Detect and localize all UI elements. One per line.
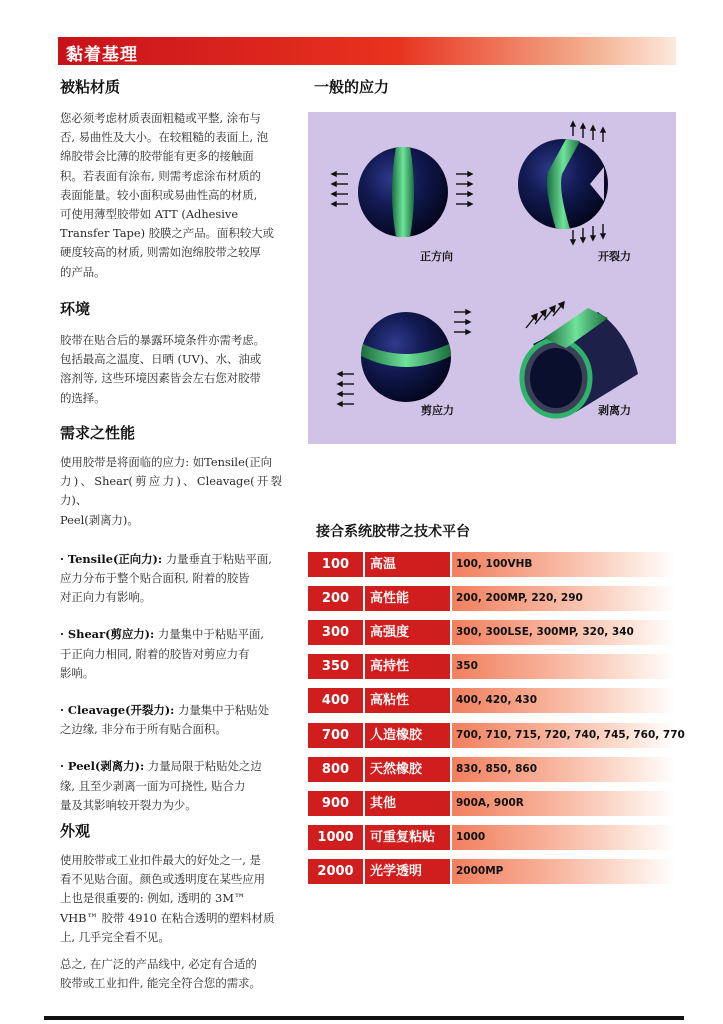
arrow-left-icon — [332, 172, 348, 206]
series-code: 100 — [308, 552, 363, 577]
text-line: 的产品。 — [60, 264, 106, 279]
appearance-section — [60, 820, 274, 993]
substrate-paragraph — [60, 109, 274, 282]
bullet-label: · Peel(剥离力): — [60, 759, 145, 774]
text-line: VHB™ 胶带 4910 在粘合透明的塑料材质 — [60, 910, 275, 925]
text-line: 硬度较高的材质, 则需如泡绵胶带之较厚 — [60, 245, 261, 260]
shear-diagram — [338, 310, 470, 406]
text-line: 影响。 — [60, 665, 95, 680]
series-products: 700, 710, 715, 720, 740, 745, 760, 770 — [452, 723, 676, 748]
tensile-caption: 正方向 — [420, 250, 453, 263]
arrow-left-icon — [338, 372, 354, 406]
series-name: 高温 — [365, 552, 450, 577]
series-products: 900A, 900R — [452, 791, 676, 816]
text-line: 力量集中于粘贴平面, — [157, 627, 264, 642]
environment-paragraph — [60, 331, 265, 408]
series-name: 高持性 — [365, 654, 450, 679]
shear-bullet — [60, 625, 282, 683]
series-name: 天然橡胶 — [365, 757, 450, 782]
text-line: 表面能量。较小面积或易曲性高的材质, — [60, 187, 258, 202]
bullet-label: · Cleavage(开裂力): — [60, 703, 175, 718]
text-line: 力量局限于粘贴处之边 — [147, 759, 262, 774]
environment-heading: 环境 — [60, 300, 91, 318]
series-code: 700 — [308, 723, 363, 748]
text-line: 力量集中于粘贴处 — [177, 703, 270, 718]
text-line: 的选择。 — [60, 390, 106, 405]
text-line: 您必须考虑材质表面粗糙或平整, 涂布与 — [60, 111, 261, 125]
platform-heading: 接合系统胶带之技术平台 — [316, 524, 470, 540]
series-name: 可重复粘贴 — [365, 825, 450, 850]
series-products: 300, 300LSE, 300MP, 320, 340 — [452, 620, 676, 645]
shear-caption: 剪应力 — [421, 404, 454, 417]
cleavage-diagram — [518, 122, 608, 244]
table-row — [308, 586, 676, 611]
performance-intro — [60, 453, 282, 530]
table-row — [308, 723, 685, 748]
performance-heading: 需求之性能 — [60, 424, 136, 442]
series-products: 400, 420, 430 — [452, 688, 676, 713]
bullet-label: · Tensile(正向力): — [60, 551, 163, 566]
table-row — [308, 620, 676, 645]
tensile-bullet — [60, 550, 282, 608]
stress-heading: 一般的应力 — [314, 78, 390, 96]
table-row — [308, 791, 676, 816]
bottom-rule — [44, 1016, 684, 1020]
series-code: 200 — [308, 586, 363, 611]
text-line: 使用胶带或工业扣件最大的好处之一, 是 — [60, 853, 261, 867]
appearance-paragraph — [60, 851, 274, 947]
series-name: 高强度 — [365, 620, 450, 645]
arrow-up-right-icon — [526, 302, 564, 328]
text-line: 上, 几乎完全看不见。 — [60, 929, 170, 944]
stress-illustration-panel — [308, 112, 676, 444]
appearance-heading: 外观 — [60, 822, 91, 840]
text-line: 否, 易曲性及大小。在较粗糙的表面上, 泡 — [60, 130, 269, 145]
text-line: 胶带在贴合后的暴露环境条件亦需考虑。 — [60, 333, 266, 347]
text-line: 积。若表面有涂布, 则需考虑涂布材质的 — [60, 168, 261, 183]
table-row — [308, 552, 676, 577]
series-products: 1000 — [452, 825, 676, 850]
arrow-right-icon — [456, 172, 472, 206]
series-name: 光学透明 — [365, 859, 450, 884]
arrow-up-icon — [571, 122, 605, 142]
tensile-diagram — [332, 147, 472, 237]
table-row — [308, 757, 676, 782]
text-line: 包括最高之温度、日晒 (UV)、水、油或 — [60, 352, 262, 367]
series-products: 830, 850, 860 — [452, 757, 676, 782]
table-row — [308, 688, 676, 713]
table-row — [308, 654, 676, 679]
series-products: 350 — [452, 654, 676, 679]
text-line: 绵胶带会比薄的胶带能有更多的接触面 — [60, 149, 254, 164]
series-name: 人造橡胶 — [365, 723, 450, 748]
series-products: 2000MP — [452, 859, 676, 884]
series-code: 300 — [308, 620, 363, 645]
cleavage-bullet — [60, 701, 282, 739]
series-code: 400 — [308, 688, 363, 713]
series-code: 900 — [308, 791, 363, 816]
substrate-section — [60, 76, 274, 282]
text-line: 看不见贴合面。颜色或透明度在某些应用 — [60, 872, 266, 887]
series-code: 350 — [308, 654, 363, 679]
series-code: 2000 — [308, 859, 363, 884]
text-line: 上也是很重要的: 例如, 透明的 3M™ — [60, 891, 246, 906]
cleavage-caption: 开裂力 — [598, 250, 631, 263]
text-line: 力)、Shear(剪应力)、Cleavage(开裂力)、 — [60, 474, 282, 508]
text-line: 于正向力相同, 附着的胶皆对剪应力有 — [60, 646, 250, 661]
text-line: 溶剂等, 这些环境因素皆会左右您对胶带 — [60, 371, 261, 386]
environment-section — [60, 298, 265, 408]
text-line: 之边缘, 非分布于所有贴合面积。 — [60, 722, 227, 737]
banner-title: 黏着基理 — [66, 45, 138, 65]
peel-diagram — [522, 302, 638, 416]
peel-caption: 剥离力 — [598, 404, 631, 417]
text-line: 使用胶带是将面临的应力: 如Tensile(正向 — [60, 455, 273, 469]
bullet-label: · Shear(剪应力): — [60, 627, 155, 642]
substrate-heading: 被粘材质 — [60, 78, 121, 96]
series-products: 200, 200MP, 220, 290 — [452, 586, 676, 611]
text-line: Transfer Tape) 胶膜之产品。面积较大或 — [60, 226, 274, 241]
text-line: 量及其影响较开裂力为少。 — [60, 797, 197, 812]
stress-illustration — [308, 112, 676, 444]
text-line: 可使用薄型胶带如 ATT (Adhesive — [60, 207, 239, 222]
series-name: 高性能 — [365, 586, 450, 611]
text-line: 应力分布于整个贴合面积, 附着的胶皆 — [60, 571, 250, 586]
text-line: 对正向力有影响。 — [60, 590, 152, 605]
summary-paragraph — [60, 955, 274, 993]
series-name: 高粘性 — [365, 688, 450, 713]
section-banner — [58, 37, 676, 65]
peel-bullet — [60, 757, 282, 815]
series-code: 1000 — [308, 825, 363, 850]
table-row — [308, 859, 676, 884]
performance-section — [60, 422, 282, 815]
series-name: 其他 — [365, 791, 450, 816]
text-line: 缘, 且至少剥离一面为可挠性, 贴合力 — [60, 778, 246, 793]
series-code: 800 — [308, 757, 363, 782]
text-line: 总之, 在广泛的产品线中, 必定有合适的 — [60, 957, 257, 972]
text-line: Peel(剥离力)。 — [60, 512, 139, 527]
table-row — [308, 825, 676, 850]
text-line: 胶带或工业扣件, 能完全符合您的需求。 — [60, 976, 261, 991]
series-products: 100, 100VHB — [452, 552, 676, 577]
text-line: 力量垂直于粘贴平面, — [165, 551, 272, 566]
